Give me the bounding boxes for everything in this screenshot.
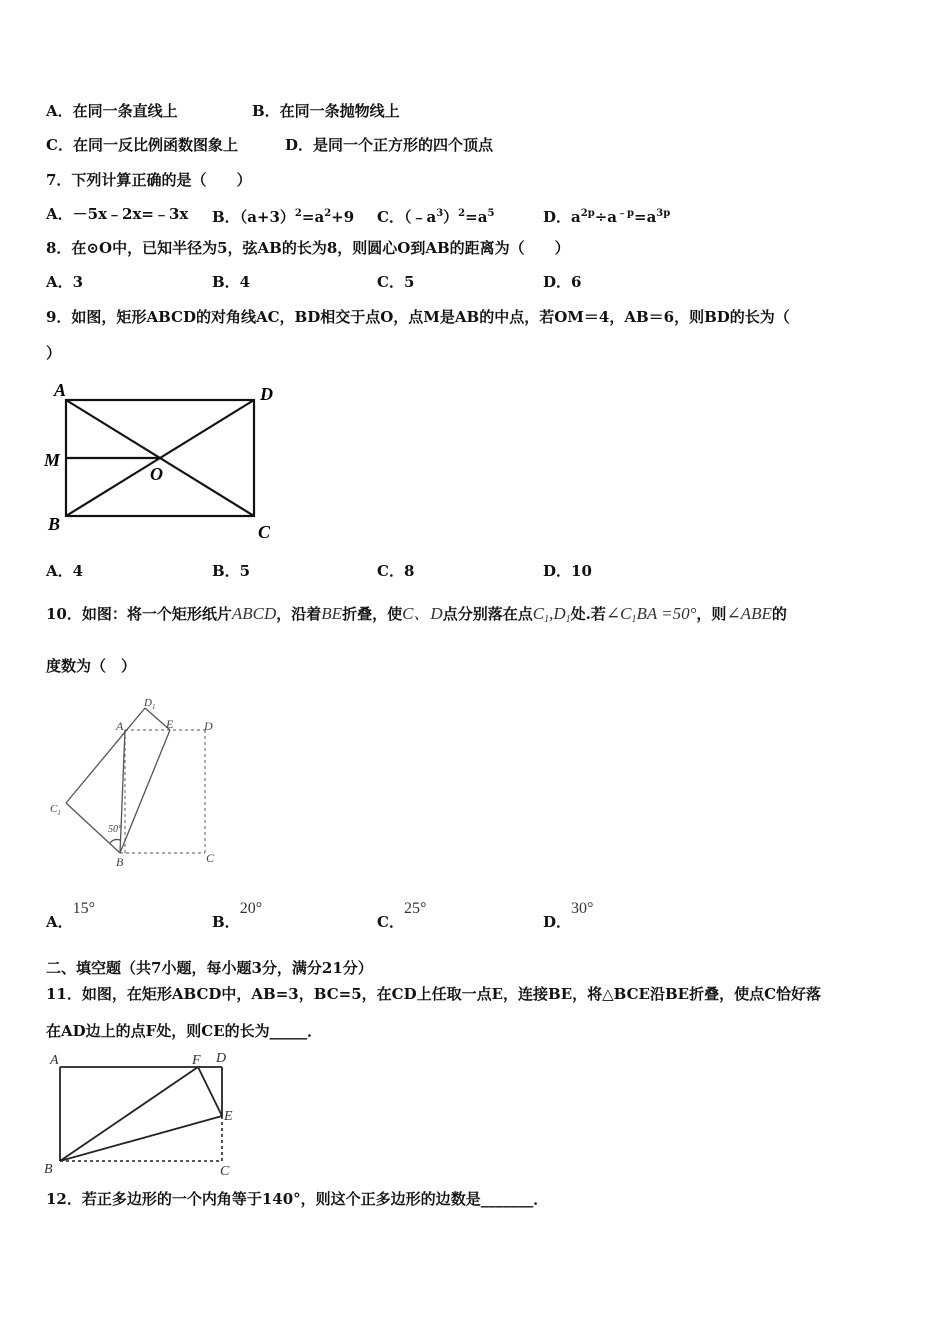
q9-option-b: B．5 bbox=[212, 562, 251, 580]
q10-text: 的 bbox=[771, 605, 787, 623]
q9-label-a: A bbox=[54, 380, 67, 400]
q9-rectangle bbox=[66, 400, 254, 516]
section-title-fill-blank: 二、填空题（共7小题，每小题3分，满分21分） bbox=[46, 959, 373, 977]
q7-d-sup: 3p bbox=[656, 208, 671, 219]
q10-b-label: B． bbox=[212, 913, 240, 931]
q7-stem: 7．下列计算正确的是（ ） bbox=[46, 171, 252, 189]
q7-c-expr: （﹣a bbox=[403, 208, 437, 226]
q10-stem-line1 bbox=[46, 604, 787, 630]
q11-label-a: A bbox=[50, 1053, 59, 1068]
q10-d-label: D． bbox=[543, 913, 572, 931]
q10-label-a: A bbox=[116, 719, 124, 733]
q11-label-b: B bbox=[44, 1162, 53, 1177]
q10-label-d1-main: D bbox=[144, 697, 152, 709]
q9-stem-line1: 9．如图，矩形ABCD的对角线AC，BD相交于点O，点M是AB的中点，若OM＝4，AB＝6，则BD的长为（ bbox=[46, 308, 790, 326]
q10-option-b bbox=[212, 900, 263, 933]
q10-be: BE bbox=[321, 604, 343, 623]
q10-label-c1-sub: 1 bbox=[57, 809, 61, 817]
q8-option-b: B．4 bbox=[212, 273, 251, 291]
q11-edge-bf bbox=[60, 1067, 198, 1161]
q10-text: 折叠，使 bbox=[342, 605, 403, 623]
q9-figure bbox=[40, 378, 280, 548]
q6-option-a: A．在同一条直线上 bbox=[46, 102, 178, 120]
q8-option-d: D．6 bbox=[543, 273, 582, 291]
q7-d-sup: 2p bbox=[580, 208, 595, 219]
q7-option-d bbox=[543, 204, 670, 227]
q8-option-a: A．3 bbox=[46, 273, 84, 291]
q9-option-c: C．8 bbox=[377, 562, 415, 580]
q10-angle-arc bbox=[110, 839, 120, 843]
q7-b-label: B． bbox=[212, 208, 240, 226]
q10-d1: D bbox=[553, 604, 566, 623]
q10-d-value: 30° bbox=[571, 900, 594, 917]
q9-label-b: B bbox=[48, 514, 61, 534]
q11-label-c: C bbox=[220, 1164, 230, 1178]
q10-label-c: C bbox=[206, 851, 215, 865]
q10-label-c1-main: C bbox=[50, 803, 58, 815]
q10-cd: C、D bbox=[402, 604, 443, 623]
q10-angle-sub: 1 bbox=[631, 614, 637, 625]
q7-c-sup: 3 bbox=[436, 208, 444, 219]
q7-a-label: A． bbox=[46, 205, 73, 223]
q6-option-b: B．在同一条抛物线上 bbox=[252, 102, 400, 120]
q10-text: ，则 bbox=[696, 605, 727, 623]
q8-option-c: C．5 bbox=[377, 273, 415, 291]
q9-label-d: D bbox=[260, 384, 273, 404]
q7-option-b bbox=[212, 204, 354, 227]
q6-option-d: D．是同一个正方形的四个顶点 bbox=[285, 136, 494, 154]
q10-c-label: C． bbox=[377, 913, 404, 931]
q7-c-sup: 5 bbox=[487, 208, 495, 219]
q10-a-label: A． bbox=[46, 913, 73, 931]
q10-c1: C bbox=[532, 604, 545, 623]
q10-c-value: 25° bbox=[403, 900, 427, 917]
q9-option-a: A．4 bbox=[46, 562, 84, 580]
q10-label-e: E bbox=[166, 717, 174, 731]
q7-d-expr: =a bbox=[634, 208, 657, 226]
q10-text: ，沿着 bbox=[276, 605, 322, 623]
q7-c-sup: 2 bbox=[458, 208, 466, 219]
q10-abe: ∠ABE bbox=[726, 604, 772, 623]
q10-figure bbox=[40, 690, 240, 870]
q10-option-c bbox=[377, 900, 427, 933]
q7-c-expr: =a bbox=[465, 208, 488, 226]
q11-label-f: F bbox=[192, 1053, 201, 1068]
q9-label-m: M bbox=[44, 450, 61, 470]
q10-text: 处.若 bbox=[570, 605, 606, 623]
q11-label-d: D bbox=[216, 1051, 227, 1066]
q11-edge-be bbox=[60, 1116, 222, 1161]
q10-edge-c1d1 bbox=[66, 708, 145, 803]
q10-option-a bbox=[46, 900, 96, 933]
q7-option-a bbox=[46, 204, 188, 224]
q10-comma: , bbox=[549, 604, 554, 623]
q10-angle: ∠C bbox=[605, 604, 632, 623]
q10-option-d bbox=[543, 900, 594, 933]
q12-stem: 12．若正多边形的一个内角等于140°，则这个正多边形的边数是_______． bbox=[46, 1190, 549, 1208]
q11-stem-line2: 在AD边上的点F处，则CE的长为_____． bbox=[46, 1022, 323, 1040]
q6-option-c: C．在同一反比例函数图象上 bbox=[46, 136, 238, 154]
q10-d1-sub: 1 bbox=[565, 614, 571, 625]
q11-stem-line1: 11．如图，在矩形ABCD中，AB=3，BC=5，在CD上任取一点E，连接BE，将△BCE沿BE折叠，使点C恰好落 bbox=[46, 985, 822, 1003]
q10-c1-sub: 1 bbox=[544, 614, 550, 625]
q7-d-expr: a bbox=[571, 208, 581, 226]
q10-text: 点分别落在点 bbox=[442, 605, 533, 623]
q7-c-expr: ） bbox=[443, 208, 459, 226]
q10-label-angle: 50° bbox=[108, 824, 122, 835]
q7-b-expr: （a+3） bbox=[239, 208, 295, 226]
q10-label-b: B bbox=[116, 855, 124, 869]
q9-stem-line2: ） bbox=[46, 344, 62, 362]
q10-a-value: 15° bbox=[72, 900, 96, 917]
q10-abcd: ABCD bbox=[231, 604, 277, 623]
q9-option-d: D．10 bbox=[543, 562, 592, 580]
q11-label-e: E bbox=[224, 1109, 233, 1124]
q10-stem-line2: 度数为（ ） bbox=[46, 657, 137, 675]
q7-b-expr: +9 bbox=[331, 208, 355, 226]
q7-d-label: D． bbox=[543, 208, 572, 226]
q7-b-sup: 2 bbox=[294, 208, 302, 219]
q10-label-c1 bbox=[50, 803, 61, 817]
q9-label-o: O bbox=[150, 464, 163, 484]
q11-solid bbox=[60, 1067, 222, 1161]
q10-edge-be bbox=[120, 730, 170, 853]
q7-option-c bbox=[377, 204, 494, 227]
q8-stem: 8．在⊙O中，已知半径为5，弦AB的长为8，则圆心O到AB的距离为（ ） bbox=[46, 239, 570, 257]
q10-text: 10．如图：将一个矩形纸片 bbox=[46, 605, 232, 623]
q10-b-value: 20° bbox=[239, 900, 263, 917]
q7-d-sup: ﹣p bbox=[617, 208, 634, 219]
q9-label-c: C bbox=[258, 522, 271, 542]
q10-angle: BA =50° bbox=[636, 604, 697, 623]
q10-label-d: D bbox=[204, 719, 213, 733]
q7-c-label: C． bbox=[377, 208, 404, 226]
q7-b-expr: =a bbox=[301, 208, 325, 226]
q7-b-sup: 2 bbox=[324, 208, 332, 219]
q7-d-expr: ÷a bbox=[594, 208, 617, 226]
q10-label-d1-sub: 1 bbox=[151, 703, 156, 711]
q11-figure bbox=[40, 1048, 250, 1178]
q11-edge-fe bbox=[198, 1067, 222, 1116]
q7-a-expr: －5x﹣2x=﹣3x bbox=[72, 205, 189, 223]
q10-label-d1 bbox=[143, 697, 155, 711]
